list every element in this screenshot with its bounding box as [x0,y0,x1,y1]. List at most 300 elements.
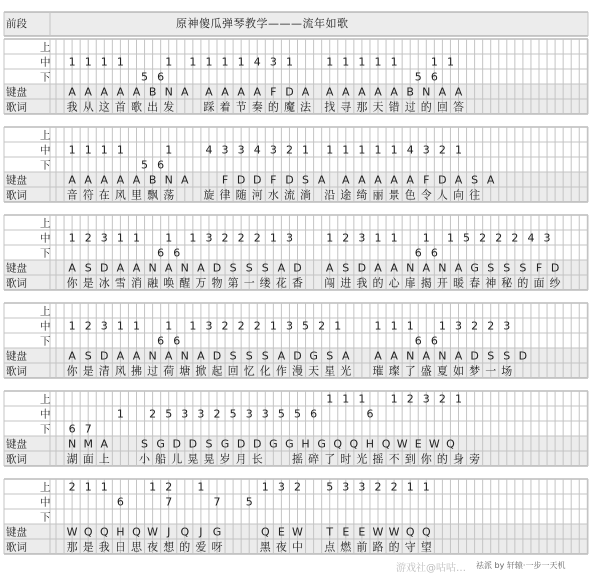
note-number: 2 [511,231,519,245]
lyric-char: 踩 [203,100,215,114]
lyric-char: 那 [66,540,78,554]
lyric-char: 流 [283,188,295,202]
note-number: 1 [285,55,293,69]
note-number: 3 [245,407,253,421]
note-number: 1 [84,480,92,494]
note-number: 1 [302,143,310,157]
lyric-char: 河 [251,188,263,202]
lyric-char: 雪 [114,276,126,290]
key-letter: N [148,349,157,363]
key-letter: Q [83,525,93,539]
note-number: 1 [342,392,350,406]
key-letter: D [293,349,302,363]
lyric-char: 首 [114,100,126,114]
lyric-char: 船 [155,452,167,466]
row-label-mid: 中 [40,496,51,509]
key-letter: G [212,525,222,539]
lyric-char: 的 [179,540,191,554]
lyric-char: 梦 [469,364,481,378]
lyric-char: 儿 [171,452,183,466]
lyric-char: 旁 [469,452,481,466]
key-letter: D [438,173,447,187]
note-number: 1 [100,55,108,69]
lyric-char: 璨 [388,364,400,378]
key-letter: J [167,525,171,539]
lyric-char: 燃 [340,540,352,554]
lyric-char: 作 [275,364,287,378]
note-number: 1 [116,231,124,245]
lyric-char: 答 [453,100,464,114]
key-letter: D [518,349,528,363]
lyric-char: 你 [66,276,78,290]
note-number: 1 [326,231,334,245]
key-letter: N [67,437,77,451]
lyric-char: 随 [235,188,247,202]
note-number: 1 [261,480,269,494]
lyric-char: 你 [420,452,432,466]
note-number: 2 [237,319,245,333]
key-letter: H [116,525,125,539]
lyric-char: 往 [469,188,481,202]
key-letter: D [236,173,246,187]
lyric-char: 符 [82,188,94,202]
note-number: 2 [84,231,92,245]
note-number: 1 [68,143,76,157]
lyric-char: 扉 [404,276,416,290]
note-number: 3 [422,392,430,406]
lyric-char: 夏 [436,364,448,378]
lyric-char: 音 [66,188,78,202]
key-letter: S [84,261,92,275]
key-letter: A [325,261,334,275]
lyric-char: 小 [139,452,151,466]
key-letter: A [253,85,262,99]
lyric-char: 不 [388,452,400,466]
lyric-char: 的 [436,452,448,466]
note-number: 2 [294,480,301,494]
lyric-char: 的 [372,276,384,290]
lyric-char: 花 [275,276,287,290]
note-number: 1 [326,392,334,406]
lyric-char: 途 [340,188,352,202]
key-letter: D [253,173,262,187]
note-number: 3 [221,143,229,157]
row-label-keys: 键盘 [6,526,27,539]
key-letter: A [116,349,125,363]
key-letter: A [374,85,382,99]
note-number: 3 [100,319,108,333]
note-number: 2 [165,480,173,494]
lyric-char: 场 [501,364,513,378]
key-letter: A [116,85,125,99]
row-label-keys: 键盘 [6,438,27,451]
key-letter: A [486,173,495,187]
key-letter: S [229,349,237,363]
key-letter: S [141,437,149,451]
lyric-char: 风 [114,364,126,378]
key-letter: D [188,437,198,451]
lyric-char: 令 [420,188,432,202]
note-number: 3 [285,231,293,245]
key-letter: A [116,261,125,275]
lyric-char: 晃 [187,452,199,466]
key-letter: E [414,437,422,451]
key-letter: Q [260,525,270,539]
lyric-char: 节 [235,100,247,114]
note-number: 2 [213,407,221,421]
lyric-char: 化 [259,364,271,378]
lyric-char: 路 [372,540,384,554]
key-letter: A [358,173,366,187]
note-number: 3 [261,407,269,421]
key-letter: D [100,349,109,363]
key-letter: A [68,261,76,275]
lyric-char: 出 [147,100,159,114]
note-number: 2 [84,319,92,333]
key-letter: A [197,261,205,275]
note-number: 1 [221,55,229,69]
note-number: 7 [165,495,173,509]
watermark-text: 游戏社@咕咕… [396,563,466,574]
page-title: 原神傻瓜弹琴教学———流年如歌 [176,17,349,30]
note-number: 2 [406,392,414,406]
row-labels [6,41,51,554]
key-letter: A [116,173,125,187]
note-number: 2 [438,392,446,406]
note-number: 1 [133,319,140,333]
key-letter: A [325,85,334,99]
note-number: 5 [229,407,237,421]
key-letter: A [358,85,366,99]
lyric-char: 摇 [372,452,384,466]
note-number: 4 [253,143,261,157]
row-label-up: 上 [40,41,51,54]
key-letter: D [285,85,294,99]
note-number: 1 [406,480,414,494]
note-number: 1 [68,55,76,69]
row-label-keys: 键盘 [6,174,27,187]
key-letter: D [293,261,302,275]
note-number: 1 [68,231,76,245]
lyric-char: 是 [82,276,94,290]
note-number: 3 [358,231,366,245]
key-letter: A [132,349,141,363]
key-letter: D [172,437,181,451]
key-letter: M [83,437,93,451]
row-label-lyrics: 歌词 [6,189,27,202]
note-number: 2 [487,319,495,333]
key-letter: A [100,437,109,451]
key-letter: S [261,349,269,363]
note-number: 1 [390,55,398,69]
lyric-char: 旋 [203,188,215,202]
lyric-char: 水 [267,188,279,202]
key-letter: S [503,349,511,363]
note-number: 1 [116,55,124,69]
note-number: 1 [84,143,92,157]
lyric-char: 清 [98,364,110,378]
key-letter: T [326,525,334,539]
lyric-char: 夜 [275,540,287,554]
key-letter: W [396,437,408,451]
key-letter: S [471,173,479,187]
lyric-char: 爱 [195,540,207,554]
note-number: 1 [189,231,197,245]
note-number: 1 [342,55,350,69]
row-label-mid: 中 [40,144,51,157]
key-letter: A [205,85,213,99]
lyric-char: 纱 [549,276,561,290]
key-letter: S [261,261,269,275]
key-letter: A [100,85,109,99]
lyric-char: 拂 [131,364,142,378]
note-number: 3 [269,143,277,157]
note-number: 3 [205,319,213,333]
note-number: 1 [374,55,382,69]
lyric-char: 了 [404,364,416,378]
key-letter: D [253,437,262,451]
lyric-char: 心 [388,276,400,290]
key-letter: A [317,173,326,187]
row-label-down: 下 [40,423,51,436]
note-number: 1 [197,480,205,494]
key-letter: S [245,349,253,363]
lyric-char: 第 [227,276,239,290]
lyric-char: 面 [533,276,545,290]
lyric-char: 找 [324,100,336,114]
lyric-char: 缕 [259,276,271,290]
lyric-char: 黑 [259,540,271,554]
note-number: 4 [253,55,261,69]
key-letter: W [292,525,303,539]
note-number: 5 [141,158,149,172]
key-letter: D [550,261,560,275]
key-letter: H [301,437,310,451]
note-number: 1 [269,319,277,333]
key-letter: B [406,85,414,99]
key-letter: D [236,437,246,451]
lyric-char: 守 [404,540,416,554]
key-letter: N [164,173,173,187]
lyric-char: 的 [267,100,279,114]
key-letter: F [535,261,543,275]
key-letter: A [197,349,205,363]
lyric-char: 暖 [453,276,464,290]
note-number: 3 [269,55,277,69]
note-number: 1 [165,231,173,245]
note-number: 1 [334,319,342,333]
lyric-char: 湖 [66,452,78,466]
note-number: 2 [149,407,157,421]
note-number: 1 [390,392,398,406]
row-label-up: 上 [40,217,51,230]
lyric-char: 风 [114,188,126,202]
lyric-char: 荷 [163,364,175,378]
key-letter: N [148,261,157,275]
row-label-lyrics: 歌词 [6,453,27,466]
key-letter: A [342,173,350,187]
lyric-char: 塘 [179,364,191,378]
note-number: 1 [358,55,366,69]
lyric-char: 着 [219,100,231,114]
row-label-up: 上 [40,393,51,406]
lyric-char: 的 [517,276,529,290]
lyric-char: 光 [356,452,368,466]
lyric-char: 你 [66,364,78,378]
lyric-char: 我 [66,100,78,114]
lyric-char: 这 [98,100,110,114]
note-number: 6 [157,334,165,348]
key-letter: G [156,437,165,451]
lyric-char: 回 [436,100,448,114]
row-label-keys: 键盘 [6,262,27,275]
note-number: 2 [390,480,398,494]
note-number: 1 [237,55,245,69]
key-letter: A [374,349,382,363]
row-label-down: 下 [40,159,51,172]
lyric-char: 错 [388,100,400,114]
note-number: 2 [495,231,503,245]
lyric-char: 身 [453,452,464,466]
lyric-char: 荡 [163,188,175,202]
key-letter: D [212,261,222,275]
key-letter: Q [446,437,455,451]
note-number: 3 [237,143,245,157]
note-number: 6 [116,495,124,509]
note-number: 1 [165,55,173,69]
note-number: 1 [116,319,124,333]
lyric-char: 天 [372,100,384,114]
lyric-char: 淌 [300,188,312,202]
row-label-down: 下 [40,247,51,260]
key-letter: Q [381,437,391,451]
key-letter: A [132,173,141,187]
key-letter: W [428,437,440,451]
key-letter: S [487,349,495,363]
note-number: 3 [422,143,430,157]
lyric-char: 光 [340,364,352,378]
note-number: 4 [406,143,414,157]
note-number: 2 [374,480,382,494]
key-letter: A [390,261,398,275]
note-number: 1 [422,480,430,494]
note-number: 6 [310,407,318,421]
note-number: 3 [455,319,462,333]
note-number: 1 [269,231,277,245]
lyric-char: 香 [292,276,303,290]
note-number: 2 [318,319,326,333]
key-letter: A [342,349,350,363]
lyric-char: 冰 [98,276,110,290]
key-letter: A [68,173,76,187]
lyric-char: 过 [147,364,159,378]
note-number: 2 [253,231,261,245]
row-label-lyrics: 歌词 [6,277,27,290]
lyric-char: 里 [131,188,142,202]
note-number: 1 [205,55,213,69]
key-letter: A [454,173,463,187]
key-letter: A [374,261,382,275]
key-letter: S [487,261,495,275]
lyric-char: 在 [98,188,110,202]
key-letter: A [406,173,414,187]
lyric-char: 的 [420,100,432,114]
note-number: 2 [438,143,446,157]
key-letter: F [221,173,229,187]
row-label-mid: 中 [40,320,51,333]
key-letter: W [388,525,400,539]
note-number: 1 [455,143,462,157]
lyric-char: 神 [485,276,497,290]
lyric-char: 日 [114,540,126,554]
lyric-char: 奏 [251,100,263,114]
note-number: 6 [157,158,165,172]
row-label-lyrics: 歌词 [6,365,27,378]
note-number: 2 [253,319,261,333]
key-letter: S [229,261,237,275]
key-letter: H [365,437,375,451]
key-letter: N [422,85,431,99]
note-number: 5 [245,495,253,509]
note-number: 4 [527,231,535,245]
key-letter: N [406,261,415,275]
note-number: 2 [221,319,229,333]
key-letter: D [100,261,109,275]
key-letter: Q [333,437,343,451]
key-letter: Q [421,525,431,539]
note-number: 6 [430,334,438,348]
lyric-char: 景 [388,188,400,202]
key-letter: A [454,261,463,275]
lyric-char: 月 [235,452,247,466]
note-number: 6 [173,334,181,348]
row-label-lyrics: 歌词 [6,101,27,114]
note-number: 1 [84,55,92,69]
key-letter: A [132,85,141,99]
row-label-up: 上 [40,129,51,142]
lyric-char: 寻 [340,100,352,114]
key-letter: A [84,85,92,99]
note-number: 1 [358,143,366,157]
key-letter: D [212,349,222,363]
key-letter: S [205,437,213,451]
header-label: 前段 [6,18,27,30]
note-number: 1 [374,143,382,157]
key-letter: D [357,261,367,275]
key-letter: F [270,85,277,99]
note-number: 1 [189,319,197,333]
key-letter: A [342,85,350,99]
note-number: 3 [503,319,511,333]
key-letter: A [221,85,229,99]
lyric-char: 一 [243,276,255,290]
lyric-char: 闯 [324,276,336,290]
key-letter: A [68,85,76,99]
lyric-char: 天 [308,364,320,378]
note-number: 1 [446,55,454,69]
note-number: 1 [446,231,454,245]
lyric-char: 如 [453,364,464,378]
lyric-char: 色 [404,188,416,202]
lyric-char: 时 [340,452,352,466]
lyric-char: 是 [82,540,94,554]
note-number: 2 [479,231,487,245]
row-label-mid: 中 [40,232,51,245]
note-number: 1 [326,55,334,69]
lyric-char: 到 [404,452,416,466]
lyric-char: 向 [453,188,464,202]
row-label-down: 下 [40,511,51,524]
